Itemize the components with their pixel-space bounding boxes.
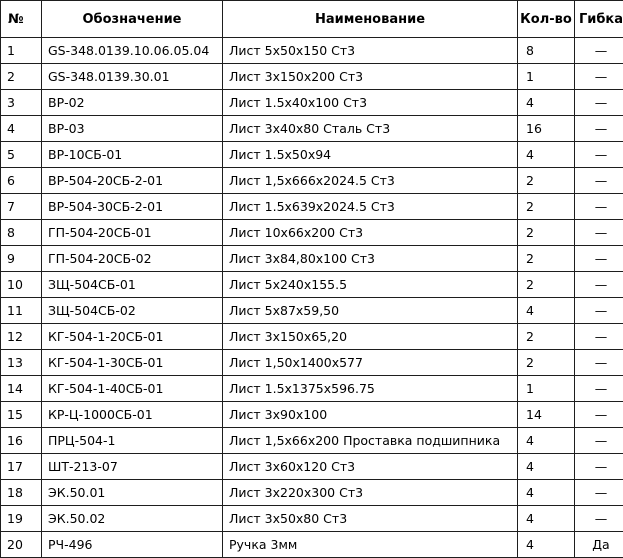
cell-name: Лист 5x240x155.5 — [223, 272, 518, 298]
cell-name: Лист 1,5x666x2024.5 Ст3 — [223, 168, 518, 194]
cell-num: 7 — [1, 194, 42, 220]
table-body — [1, 38, 623, 558]
cell-qty: 14 — [518, 402, 575, 428]
cell-bending: — — [575, 298, 623, 324]
table-row — [1, 64, 623, 90]
cell-num: 17 — [1, 454, 42, 480]
cell-name: Лист 1.5x1375x596.75 — [223, 376, 518, 402]
cell-name: Лист 3x90x100 — [223, 402, 518, 428]
cell-bending: — — [575, 350, 623, 376]
cell-num: 11 — [1, 298, 42, 324]
cell-num: 16 — [1, 428, 42, 454]
cell-designation: ШТ-213-07 — [42, 454, 223, 480]
cell-bending: — — [575, 506, 623, 532]
cell-qty: 4 — [518, 480, 575, 506]
cell-qty: 8 — [518, 38, 575, 64]
cell-name: Лист 5x87x59,50 — [223, 298, 518, 324]
header-row — [1, 1, 623, 38]
cell-qty: 4 — [518, 298, 575, 324]
cell-name: Лист 3x220x300 Ст3 — [223, 480, 518, 506]
cell-bending: — — [575, 38, 623, 64]
cell-qty: 4 — [518, 532, 575, 558]
cell-num: 14 — [1, 376, 42, 402]
cell-num: 6 — [1, 168, 42, 194]
cell-qty: 2 — [518, 220, 575, 246]
cell-num: 13 — [1, 350, 42, 376]
cell-bending: — — [575, 454, 623, 480]
cell-name: Лист 5x50x150 Ст3 — [223, 38, 518, 64]
cell-designation: ВР-504-30СБ-2-01 — [42, 194, 223, 220]
cell-bending: — — [575, 480, 623, 506]
header-qty: Кол-во — [518, 1, 575, 38]
cell-name: Лист 3x40x80 Сталь Ст3 — [223, 116, 518, 142]
cell-name: Лист 3x60x120 Ст3 — [223, 454, 518, 480]
cell-designation: GS-348.0139.30.01 — [42, 64, 223, 90]
cell-designation: ЗЩ-504СБ-02 — [42, 298, 223, 324]
table-row — [1, 454, 623, 480]
table-row — [1, 116, 623, 142]
cell-num: 2 — [1, 64, 42, 90]
cell-num: 19 — [1, 506, 42, 532]
cell-qty: 2 — [518, 272, 575, 298]
table-row — [1, 142, 623, 168]
cell-qty: 4 — [518, 454, 575, 480]
cell-qty: 4 — [518, 506, 575, 532]
cell-name: Лист 1.5x50x94 — [223, 142, 518, 168]
table-row — [1, 402, 623, 428]
cell-qty: 2 — [518, 324, 575, 350]
header-num: № — [1, 1, 42, 38]
cell-name: Лист 3x150x200 Ст3 — [223, 64, 518, 90]
table-row — [1, 246, 623, 272]
cell-bending: — — [575, 220, 623, 246]
cell-qty: 2 — [518, 246, 575, 272]
cell-name: Лист 3x84,80x100 Ст3 — [223, 246, 518, 272]
header-designation: Обозначение — [42, 1, 223, 38]
cell-bending: — — [575, 168, 623, 194]
cell-qty: 4 — [518, 142, 575, 168]
cell-num: 5 — [1, 142, 42, 168]
cell-num: 4 — [1, 116, 42, 142]
cell-qty: 16 — [518, 116, 575, 142]
cell-designation: КГ-504-1-20СБ-01 — [42, 324, 223, 350]
cell-bending: — — [575, 428, 623, 454]
cell-qty: 2 — [518, 194, 575, 220]
cell-designation: ЗЩ-504СБ-01 — [42, 272, 223, 298]
cell-num: 10 — [1, 272, 42, 298]
cell-num: 3 — [1, 90, 42, 116]
cell-designation: GS-348.0139.10.06.05.04 — [42, 38, 223, 64]
cell-bending: — — [575, 324, 623, 350]
cell-name: Лист 10x66x200 Ст3 — [223, 220, 518, 246]
cell-name: Лист 3x50x80 Ст3 — [223, 506, 518, 532]
cell-num: 18 — [1, 480, 42, 506]
cell-designation: ВР-02 — [42, 90, 223, 116]
cell-designation: ВР-10СБ-01 — [42, 142, 223, 168]
table-row — [1, 350, 623, 376]
cell-bending: — — [575, 90, 623, 116]
cell-designation: КР-Ц-1000СБ-01 — [42, 402, 223, 428]
table-row — [1, 532, 623, 558]
cell-bending: — — [575, 376, 623, 402]
cell-num: 15 — [1, 402, 42, 428]
table-row — [1, 376, 623, 402]
header-name: Наименование — [223, 1, 518, 38]
cell-name: Лист 3x150x65,20 — [223, 324, 518, 350]
cell-designation: ГП-504-20СБ-02 — [42, 246, 223, 272]
cell-designation: ГП-504-20СБ-01 — [42, 220, 223, 246]
cell-num: 9 — [1, 246, 42, 272]
cell-bending: — — [575, 64, 623, 90]
cell-qty: 2 — [518, 168, 575, 194]
table-row — [1, 220, 623, 246]
table-row — [1, 272, 623, 298]
cell-qty: 4 — [518, 428, 575, 454]
cell-designation: РЧ-496 — [42, 532, 223, 558]
cell-designation: КГ-504-1-40СБ-01 — [42, 376, 223, 402]
cell-designation: ВР-03 — [42, 116, 223, 142]
cell-designation: ПРЦ-504-1 — [42, 428, 223, 454]
cell-num: 20 — [1, 532, 42, 558]
header-bending: Гибка — [575, 1, 623, 38]
cell-name: Лист 1,50x1400x577 — [223, 350, 518, 376]
cell-designation: ЭК.50.01 — [42, 480, 223, 506]
cell-name: Лист 1.5x639x2024.5 Ст3 — [223, 194, 518, 220]
cell-designation: ВР-504-20СБ-2-01 — [42, 168, 223, 194]
cell-qty: 1 — [518, 376, 575, 402]
table-row — [1, 90, 623, 116]
table-row — [1, 194, 623, 220]
cell-num: 8 — [1, 220, 42, 246]
cell-bending: Да — [575, 532, 623, 558]
table-row — [1, 298, 623, 324]
cell-bending: — — [575, 142, 623, 168]
cell-designation: ЭК.50.02 — [42, 506, 223, 532]
cell-qty: 1 — [518, 64, 575, 90]
cell-bending: — — [575, 116, 623, 142]
cell-qty: 4 — [518, 90, 575, 116]
cell-bending: — — [575, 402, 623, 428]
cell-bending: — — [575, 272, 623, 298]
cell-name: Лист 1.5x40x100 Ст3 — [223, 90, 518, 116]
table-header — [1, 1, 623, 38]
cell-num: 1 — [1, 38, 42, 64]
cell-designation: КГ-504-1-30СБ-01 — [42, 350, 223, 376]
table-row — [1, 324, 623, 350]
cell-num: 12 — [1, 324, 42, 350]
table-row — [1, 38, 623, 64]
cell-qty: 2 — [518, 350, 575, 376]
cell-bending: — — [575, 246, 623, 272]
cell-name: Ручка 3мм — [223, 532, 518, 558]
table-row — [1, 168, 623, 194]
cell-name: Лист 1,5x66x200 Проставка подшипника — [223, 428, 518, 454]
table-row — [1, 506, 623, 532]
cell-bending: — — [575, 194, 623, 220]
table-row — [1, 480, 623, 506]
table-row — [1, 428, 623, 454]
